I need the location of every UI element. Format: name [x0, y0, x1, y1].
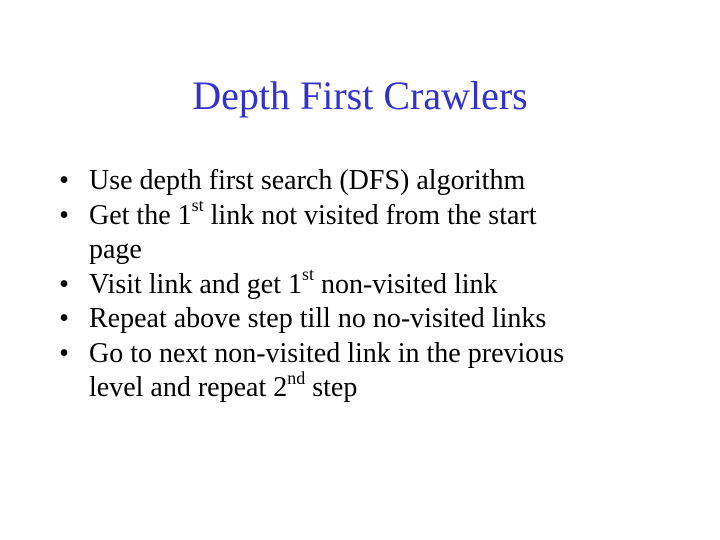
slide-title: Depth First Crawlers — [192, 73, 528, 118]
text-segment: link not visited from the start — [203, 199, 537, 231]
bullet-text — [89, 264, 694, 303]
bullet-icon: • — [59, 337, 69, 369]
bullet-item-first-link — [54, 195, 694, 268]
bullet-icon: • — [59, 303, 69, 334]
bullet-text-line-2: page — [89, 234, 142, 265]
text-segment: non-visited link — [313, 268, 498, 300]
bullet-text: Repeat above step till no no-visited links — [89, 303, 547, 334]
text-segment: Visit link and get 1 — [89, 268, 302, 300]
ordinal-suffix: st — [301, 264, 314, 285]
text-segment: Get the 1 — [89, 199, 192, 231]
bullet-text-line-2 — [89, 367, 694, 406]
ordinal-suffix: st — [191, 195, 204, 216]
bullet-icon: • — [59, 268, 69, 300]
bullet-text: Use depth first search (DFS) algorithm — [89, 165, 526, 196]
bullet-item-visit-link — [54, 264, 694, 303]
ordinal-suffix: nd — [287, 367, 306, 388]
bullet-text-line-1: Go to next non-visited link in the previous — [89, 337, 565, 369]
bullet-text-line-1 — [89, 195, 694, 234]
bullet-item-repeat — [54, 302, 694, 337]
bullet-icon: • — [59, 199, 69, 231]
text-segment: level and repeat 2 — [89, 372, 288, 403]
bullet-item-next-link — [54, 337, 694, 406]
bullet-item-dfs — [54, 164, 694, 199]
bullet-icon: • — [59, 165, 69, 196]
bullet-list — [54, 164, 694, 406]
text-segment: step — [305, 372, 358, 403]
